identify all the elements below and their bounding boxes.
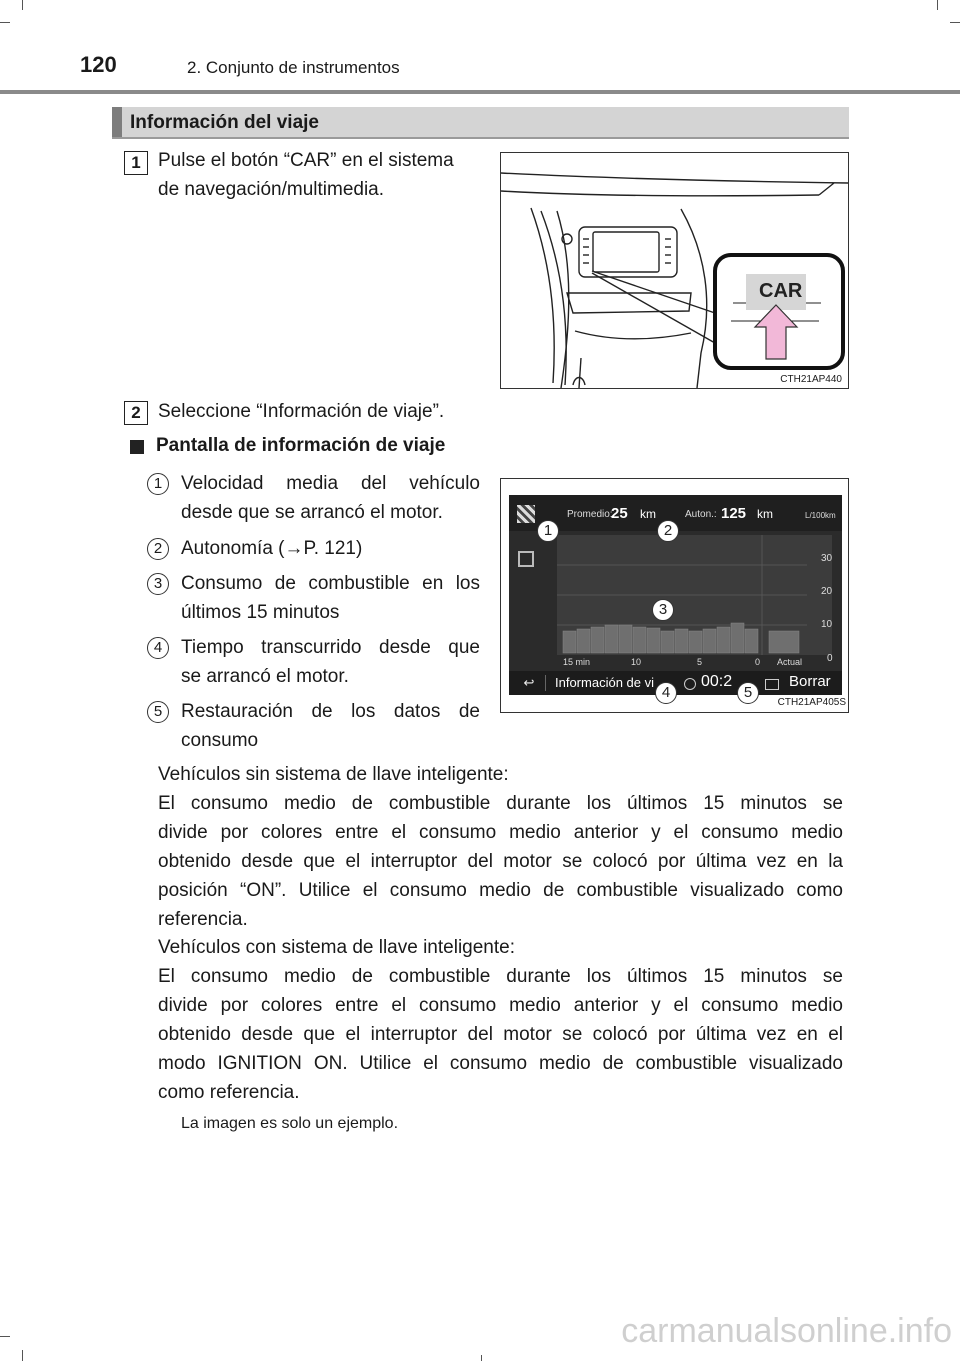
- clear-icon: [765, 679, 779, 690]
- section-title: Información del viaje: [130, 112, 319, 133]
- watermark-text: carmanualsonline.info: [621, 1312, 952, 1350]
- x-label: 15 min: [563, 657, 591, 667]
- paragraph-line: modo IGNITION ON. Utilice el consumo medio de combustible visualizado: [158, 1053, 843, 1074]
- crop-mark: [950, 22, 960, 23]
- item-text-line: Velocidad media del vehículo: [181, 473, 480, 494]
- x-label: 5: [697, 657, 703, 667]
- y-tick: 20: [821, 586, 833, 597]
- avg-speed-value: 25: [611, 505, 628, 522]
- callout-number: 5: [737, 682, 759, 704]
- paragraph-smart-key: [158, 933, 843, 1107]
- crop-mark: [481, 1355, 482, 1361]
- section-title-bar: [112, 107, 849, 139]
- callout-number: 2: [657, 520, 679, 542]
- item-number: 2: [147, 538, 169, 560]
- avg-speed-unit: km: [640, 507, 656, 521]
- crop-mark: [22, 1350, 23, 1361]
- item-text-line: se arrancó el motor.: [181, 666, 349, 687]
- step1-text-line: de navegación/multimedia.: [158, 179, 385, 200]
- paragraph-line: Vehículos con sistema de llave inteligente:: [158, 937, 515, 958]
- paragraph-line: El consumo medio de combustible durante los últimos 15 minutos se: [158, 793, 843, 814]
- clear-button[interactable]: Borrar: [789, 673, 831, 690]
- flag-icon: [517, 505, 535, 523]
- item-text: [181, 534, 480, 563]
- item-text-line: últimos 15 minutos: [181, 602, 340, 623]
- figure-code: CTH21AP440: [780, 374, 842, 385]
- x-label: 0: [755, 657, 761, 667]
- step1-text-line: Pulse el botón “CAR” en el sistema: [158, 150, 454, 171]
- trip-info-figure: [500, 478, 849, 713]
- y-tick: 30: [821, 553, 833, 564]
- paragraph-line: obtenido desde que el interruptor del motor se colocó por última vez en el: [158, 1024, 843, 1045]
- item-text: [181, 633, 480, 691]
- step1-text: [158, 146, 480, 204]
- paragraph-line: posición “ON”. Utilice el consumo medio de combustible visualizado como: [158, 880, 843, 901]
- step2-text: Seleccione “Información de viaje”.: [158, 401, 445, 422]
- item-text-line: Consumo de combustible en los: [181, 573, 480, 594]
- consumption-bar-chart: [557, 535, 832, 655]
- item-text-line: Restauración de los datos de: [181, 701, 480, 722]
- screen-title: Información de vi: [555, 675, 654, 690]
- paragraph-line: divide por colores entre el consumo medio anterior y el consumo medio: [158, 822, 843, 843]
- item-text-line: Autonomía (→P. 121): [181, 538, 363, 559]
- item-text-line: desde que se arrancó el motor.: [181, 502, 443, 523]
- consumption-unit: L/100km: [805, 511, 836, 520]
- crop-mark: [22, 0, 23, 10]
- item-text: [181, 697, 480, 755]
- y-tick: 10: [821, 619, 833, 630]
- paragraph-line: referencia.: [158, 909, 248, 930]
- range-unit: km: [757, 507, 773, 521]
- paragraph-line: como referencia.: [158, 1082, 300, 1103]
- page-number: 120: [80, 52, 117, 77]
- item-number: 5: [147, 701, 169, 723]
- dashboard-figure: [500, 152, 849, 389]
- callout-number: 1: [537, 520, 559, 542]
- car-button-label: CAR: [759, 280, 803, 302]
- figure-code: CTH21AP405S: [777, 697, 846, 708]
- item-text: [181, 469, 480, 527]
- item-text-line: Tiempo transcurrido desde que: [181, 637, 480, 658]
- item-number: 3: [147, 573, 169, 595]
- item-number: 4: [147, 637, 169, 659]
- paragraph-line: divide por colores entre el consumo medio anterior y el consumo medio: [158, 995, 843, 1016]
- callout-number: 3: [652, 599, 674, 621]
- item-number: 1: [147, 473, 169, 495]
- item-text: [181, 569, 480, 627]
- paragraph-line: Vehículos sin sistema de llave inteligente:: [158, 764, 509, 785]
- crop-mark: [0, 1336, 10, 1337]
- paragraph-line: obtenido desde que el interruptor del motor se colocó por última vez en la: [158, 851, 843, 872]
- range-label: Auton.:: [685, 509, 717, 520]
- chapter-title: 2. Conjunto de instrumentos: [187, 58, 400, 77]
- image-note: La imagen es solo un ejemplo.: [181, 1115, 399, 1132]
- callout-number: 4: [655, 682, 677, 704]
- range-value: 125: [721, 505, 747, 522]
- paragraph-no-smart-key: [158, 760, 843, 934]
- step-number-2: 2: [124, 401, 148, 425]
- x-label: 10: [631, 657, 642, 667]
- item-text-line: consumo: [181, 730, 259, 751]
- dashboard-illustration: [501, 153, 848, 388]
- step-number-1: 1: [124, 151, 148, 175]
- fuel-pump-icon: [518, 551, 534, 567]
- back-icon[interactable]: ↩: [513, 675, 546, 691]
- paragraph-line: El consumo medio de combustible durante los últimos 15 minutos se: [158, 966, 843, 987]
- clock-icon: [684, 678, 696, 690]
- trip-info-screen: [509, 495, 842, 701]
- x-label: Actual: [777, 657, 803, 667]
- header-divider: [0, 90, 960, 94]
- crop-mark: [0, 22, 10, 23]
- subsection-bullet: [130, 440, 144, 454]
- subsection-title: Pantalla de información de viaje: [156, 435, 446, 456]
- crop-mark: [937, 0, 938, 10]
- y-tick: 0: [827, 653, 833, 664]
- avg-speed-label: Promedio:: [567, 509, 613, 520]
- section-accent: [112, 107, 122, 137]
- elapsed-time: 00:2: [701, 673, 733, 690]
